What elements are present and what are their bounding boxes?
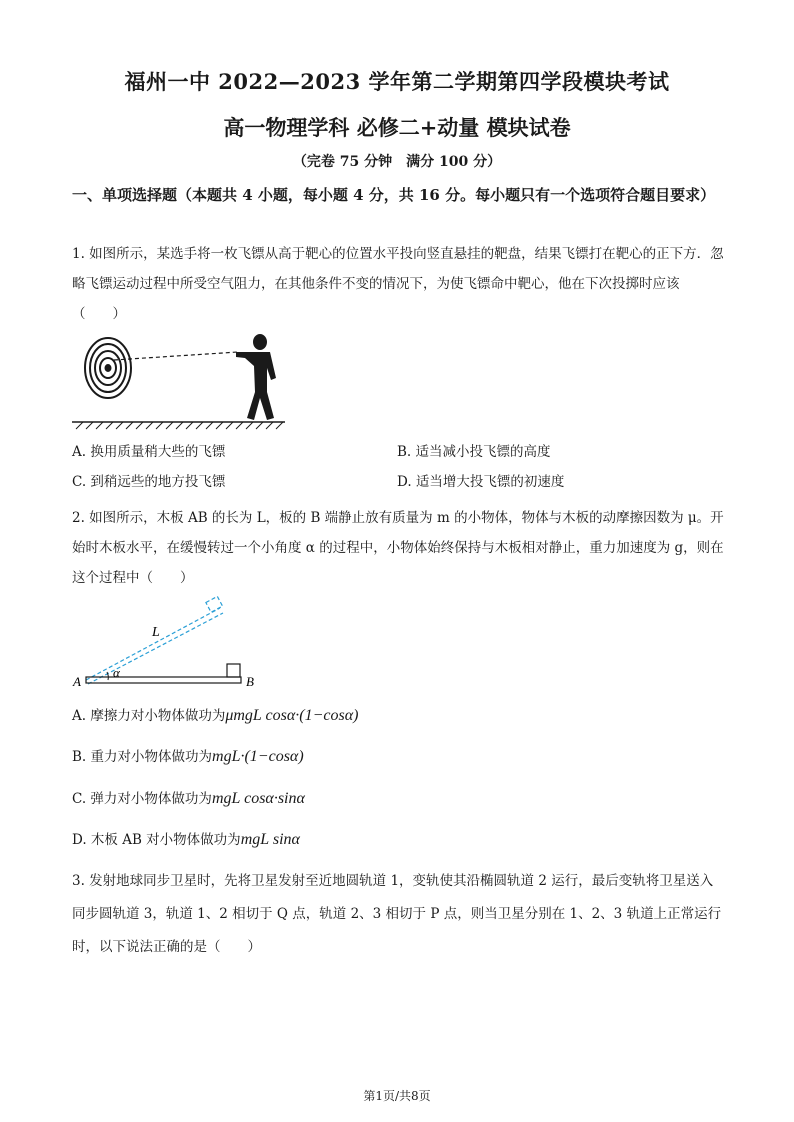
label-a: A [73, 674, 81, 689]
thrower-icon [236, 334, 276, 420]
exam-title: 福州一中 2022—2023 学年第二学期第四学段模块考试 [124, 69, 670, 94]
label-alpha: α [113, 665, 120, 680]
small-block [227, 664, 240, 677]
q2-option-b-text: B. 重力对小物体做功为 [72, 749, 213, 765]
question-1-stem: 1. 如图所示，某选手将一枚飞镖从高于靶心的位置水平投向竖直悬挂的靶盘，结果飞镖打在靶心的正下方．忽略飞镖运动过程中所受空气阻力，在其他条件不变的情况下，为使飞镖命中靶心，他在下次投掷时应该（ ） [72, 246, 724, 322]
q2-option-d[interactable] [72, 830, 300, 850]
q1-option-a[interactable]: A. 换用质量稍大些的飞镖 [72, 444, 226, 460]
section-heading: 一、单项选择题（本题共 4 小题，每小题 4 分，共 16 分。每小题只有一个选项符合题目要求） [72, 186, 716, 204]
q1-option-c[interactable]: C. 到稍远些的地方投飞镖 [72, 474, 226, 490]
q2-option-c-expr: mgL cosα·sinα [211, 790, 305, 807]
q2-option-d-expr: mgL sinα [240, 831, 300, 848]
page-number: 第1页/共8页 [363, 1089, 431, 1103]
exam-subtitle: 高一物理学科 必修二+动量 模块试卷 [223, 115, 571, 140]
question-2-stem: 2. 如图所示，木板 AB 的长为 L，板的 B 端静止放有质量为 m 的小物体，物体与木板的动摩擦因数为 μ。开始时木板水平，在缓慢转过一个小角度 α 的过程中，小物体始终保持与木板相对静止，重力加速度为 g，则在这个过程中（ ） [72, 510, 724, 586]
q2-option-c[interactable] [72, 789, 305, 809]
label-b: B [246, 674, 254, 689]
q2-option-a-expr: μmgL cosα·(1−cosα) [225, 707, 359, 724]
dart-figure [70, 330, 290, 435]
exam-info: （完卷 75 分钟 满分 100 分） [292, 154, 502, 170]
q2-option-a[interactable] [72, 706, 358, 726]
rotated-board [86, 596, 223, 684]
q2-option-c-text: C. 弹力对小物体做功为 [72, 791, 212, 807]
q1-option-b[interactable]: B. 适当减小投飞镖的高度 [397, 444, 551, 460]
incline-board-figure [68, 596, 268, 696]
question-3-stem: 3. 发射地球同步卫星时，先将卫星发射至近地圆轨道 1，变轨使其沿椭圆轨道 2 运行，最后变轨将卫星送入同步圆轨道 3，轨道 1、2 相切于 Q 点，轨道 2、3 相切于 P 点，则当卫星分别在 1、2、3 轨道上正常运行时，以下说法正确的是（ ） [72, 873, 722, 955]
q2-option-b[interactable] [72, 747, 304, 767]
q2-option-b-expr: mgL·(1−cosα) [212, 748, 304, 765]
q2-option-a-text: A. 摩擦力对小物体做功为 [72, 708, 226, 724]
q1-option-d[interactable]: D. 适当增大投飞镖的初速度 [397, 474, 565, 490]
label-l: L [152, 625, 160, 640]
target-icon [85, 338, 131, 398]
q2-option-d-text: D. 木板 AB 对小物体做功为 [72, 832, 241, 848]
board [86, 677, 241, 683]
